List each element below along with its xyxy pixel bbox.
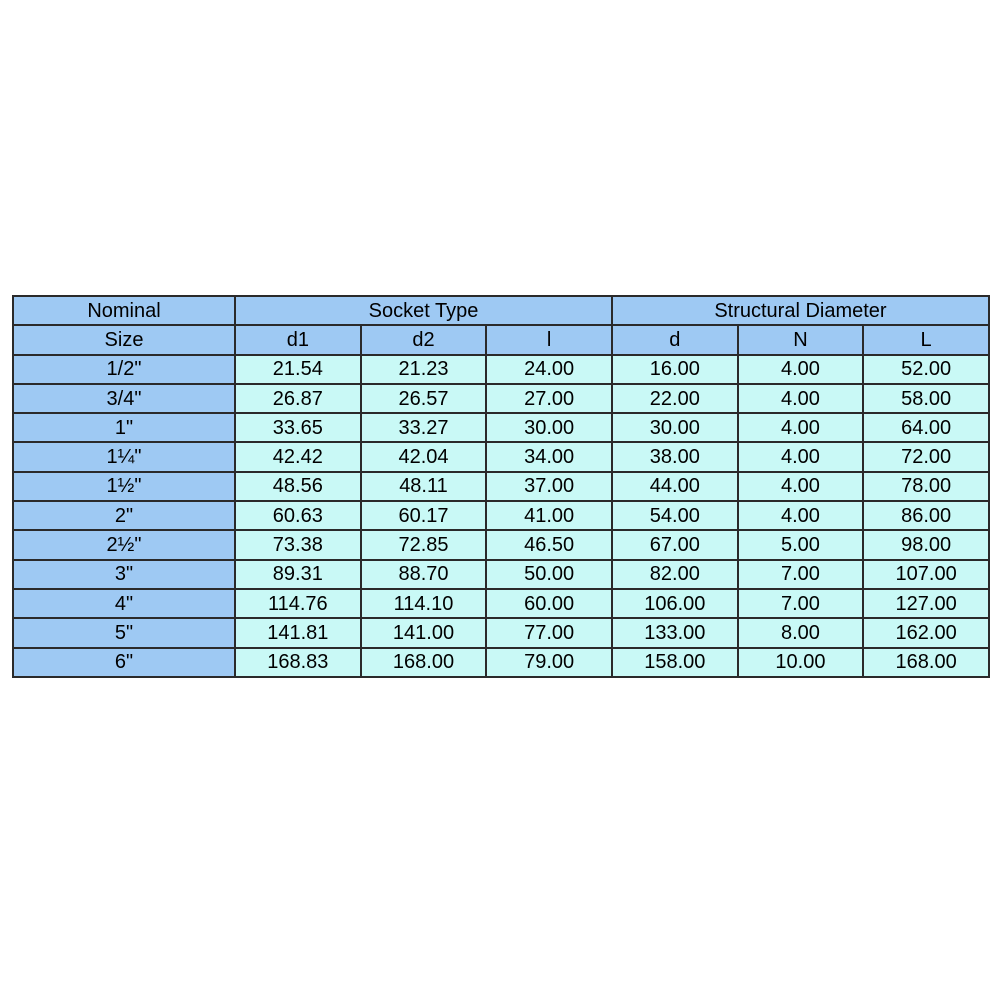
cell-n: 4.00 (738, 472, 864, 501)
cell-l: 24.00 (486, 355, 612, 384)
header-size: Size (13, 325, 235, 354)
cell-d1: 48.56 (235, 472, 361, 501)
cell-d1: 60.63 (235, 501, 361, 530)
cell-d: 54.00 (612, 501, 738, 530)
cell-n: 7.00 (738, 589, 864, 618)
cell-d: 30.00 (612, 413, 738, 442)
cell-d1: 168.83 (235, 648, 361, 677)
cell-n: 10.00 (738, 648, 864, 677)
header-row-columns (13, 325, 989, 354)
header-d: d (612, 325, 738, 354)
cell-L: 78.00 (863, 472, 989, 501)
cell-d2: 72.85 (361, 530, 487, 559)
pipe-dimension-table (12, 295, 990, 678)
table-row (13, 648, 989, 677)
cell-L: 127.00 (863, 589, 989, 618)
header-nominal: Nominal (13, 296, 235, 325)
table-row (13, 384, 989, 413)
cell-n: 4.00 (738, 413, 864, 442)
cell-d1: 73.38 (235, 530, 361, 559)
table-header (13, 296, 989, 355)
cell-l: 46.50 (486, 530, 612, 559)
table-row (13, 530, 989, 559)
cell-L: 107.00 (863, 560, 989, 589)
table-row (13, 618, 989, 647)
table-row (13, 413, 989, 442)
table-row (13, 589, 989, 618)
table-row (13, 560, 989, 589)
cell-d2: 88.70 (361, 560, 487, 589)
cell-L: 52.00 (863, 355, 989, 384)
row-size-label: 4" (13, 589, 235, 618)
cell-l: 30.00 (486, 413, 612, 442)
cell-L: 162.00 (863, 618, 989, 647)
cell-d1: 141.81 (235, 618, 361, 647)
cell-d: 38.00 (612, 442, 738, 471)
cell-d2: 114.10 (361, 589, 487, 618)
cell-d2: 21.23 (361, 355, 487, 384)
cell-l: 27.00 (486, 384, 612, 413)
cell-d2: 48.11 (361, 472, 487, 501)
cell-d1: 26.87 (235, 384, 361, 413)
cell-L: 98.00 (863, 530, 989, 559)
cell-d: 44.00 (612, 472, 738, 501)
header-structural-diameter: Structural Diameter (612, 296, 989, 325)
cell-l: 41.00 (486, 501, 612, 530)
table-row (13, 501, 989, 530)
cell-n: 4.00 (738, 442, 864, 471)
cell-d2: 141.00 (361, 618, 487, 647)
cell-n: 5.00 (738, 530, 864, 559)
cell-d2: 60.17 (361, 501, 487, 530)
cell-d2: 42.04 (361, 442, 487, 471)
cell-d: 106.00 (612, 589, 738, 618)
header-l: l (486, 325, 612, 354)
header-d1: d1 (235, 325, 361, 354)
cell-n: 7.00 (738, 560, 864, 589)
cell-l: 34.00 (486, 442, 612, 471)
header-L: L (863, 325, 989, 354)
cell-l: 37.00 (486, 472, 612, 501)
cell-d: 16.00 (612, 355, 738, 384)
cell-d1: 114.76 (235, 589, 361, 618)
row-size-label: 1" (13, 413, 235, 442)
table-row (13, 355, 989, 384)
cell-d: 158.00 (612, 648, 738, 677)
cell-d: 22.00 (612, 384, 738, 413)
cell-d1: 33.65 (235, 413, 361, 442)
cell-d: 133.00 (612, 618, 738, 647)
table-row (13, 472, 989, 501)
cell-d1: 89.31 (235, 560, 361, 589)
header-row-groups (13, 296, 989, 325)
row-size-label: 3" (13, 560, 235, 589)
cell-l: 77.00 (486, 618, 612, 647)
cell-l: 50.00 (486, 560, 612, 589)
cell-d1: 42.42 (235, 442, 361, 471)
cell-d2: 168.00 (361, 648, 487, 677)
cell-d: 82.00 (612, 560, 738, 589)
cell-L: 168.00 (863, 648, 989, 677)
cell-n: 4.00 (738, 384, 864, 413)
cell-d2: 26.57 (361, 384, 487, 413)
row-size-label: 1/2" (13, 355, 235, 384)
cell-n: 4.00 (738, 501, 864, 530)
header-n: N (738, 325, 864, 354)
cell-L: 64.00 (863, 413, 989, 442)
cell-L: 72.00 (863, 442, 989, 471)
row-size-label: 3/4" (13, 384, 235, 413)
row-size-label: 1½" (13, 472, 235, 501)
cell-d2: 33.27 (361, 413, 487, 442)
header-d2: d2 (361, 325, 487, 354)
row-size-label: 5" (13, 618, 235, 647)
row-size-label: 2½" (13, 530, 235, 559)
cell-l: 79.00 (486, 648, 612, 677)
cell-d1: 21.54 (235, 355, 361, 384)
table-row (13, 442, 989, 471)
cell-n: 8.00 (738, 618, 864, 647)
cell-n: 4.00 (738, 355, 864, 384)
header-socket-type: Socket Type (235, 296, 612, 325)
cell-d: 67.00 (612, 530, 738, 559)
row-size-label: 2" (13, 501, 235, 530)
row-size-label: 1¼" (13, 442, 235, 471)
cell-L: 58.00 (863, 384, 989, 413)
table-body (13, 355, 989, 677)
cell-l: 60.00 (486, 589, 612, 618)
row-size-label: 6" (13, 648, 235, 677)
cell-L: 86.00 (863, 501, 989, 530)
